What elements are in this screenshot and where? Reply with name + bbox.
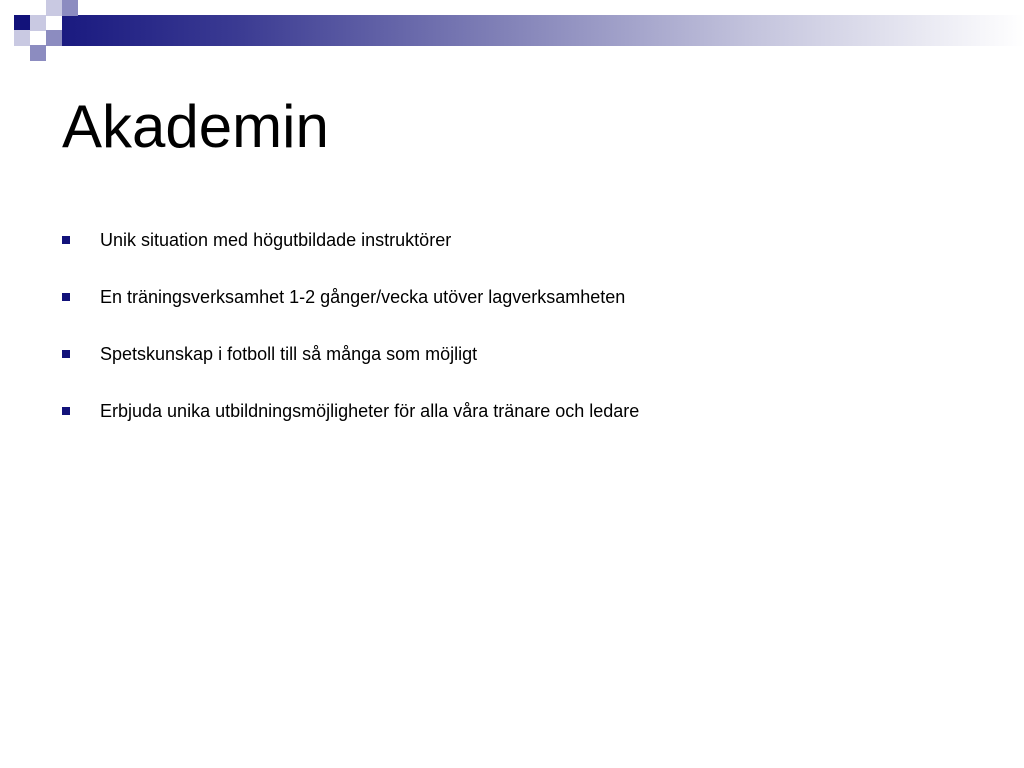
decorative-square: [30, 15, 46, 31]
decorative-square: [46, 30, 62, 46]
decorative-square: [14, 30, 30, 46]
list-item-text: En träningsverksamhet 1-2 gånger/vecka utöver lagverksamheten: [100, 287, 626, 307]
square-bullet-icon: [62, 407, 70, 415]
list-item-text: Erbjuda unika utbildningsmöjligheter för alla våra tränare och ledare: [100, 401, 640, 421]
square-bullet-icon: [62, 350, 70, 358]
list-item-text: Unik situation med högutbildade instruktörer: [100, 230, 452, 250]
header-gradient-band: [62, 15, 1024, 46]
decorative-square: [14, 15, 30, 31]
square-bullet-icon: [62, 236, 70, 244]
square-bullet-icon: [62, 293, 70, 301]
decorative-square: [62, 0, 78, 16]
list-item-text: Spetskunskap i fotboll till så många som möjligt: [100, 344, 478, 364]
decorative-square: [30, 45, 46, 61]
slide-title: Akademin: [62, 93, 329, 160]
decorative-square: [46, 0, 62, 16]
